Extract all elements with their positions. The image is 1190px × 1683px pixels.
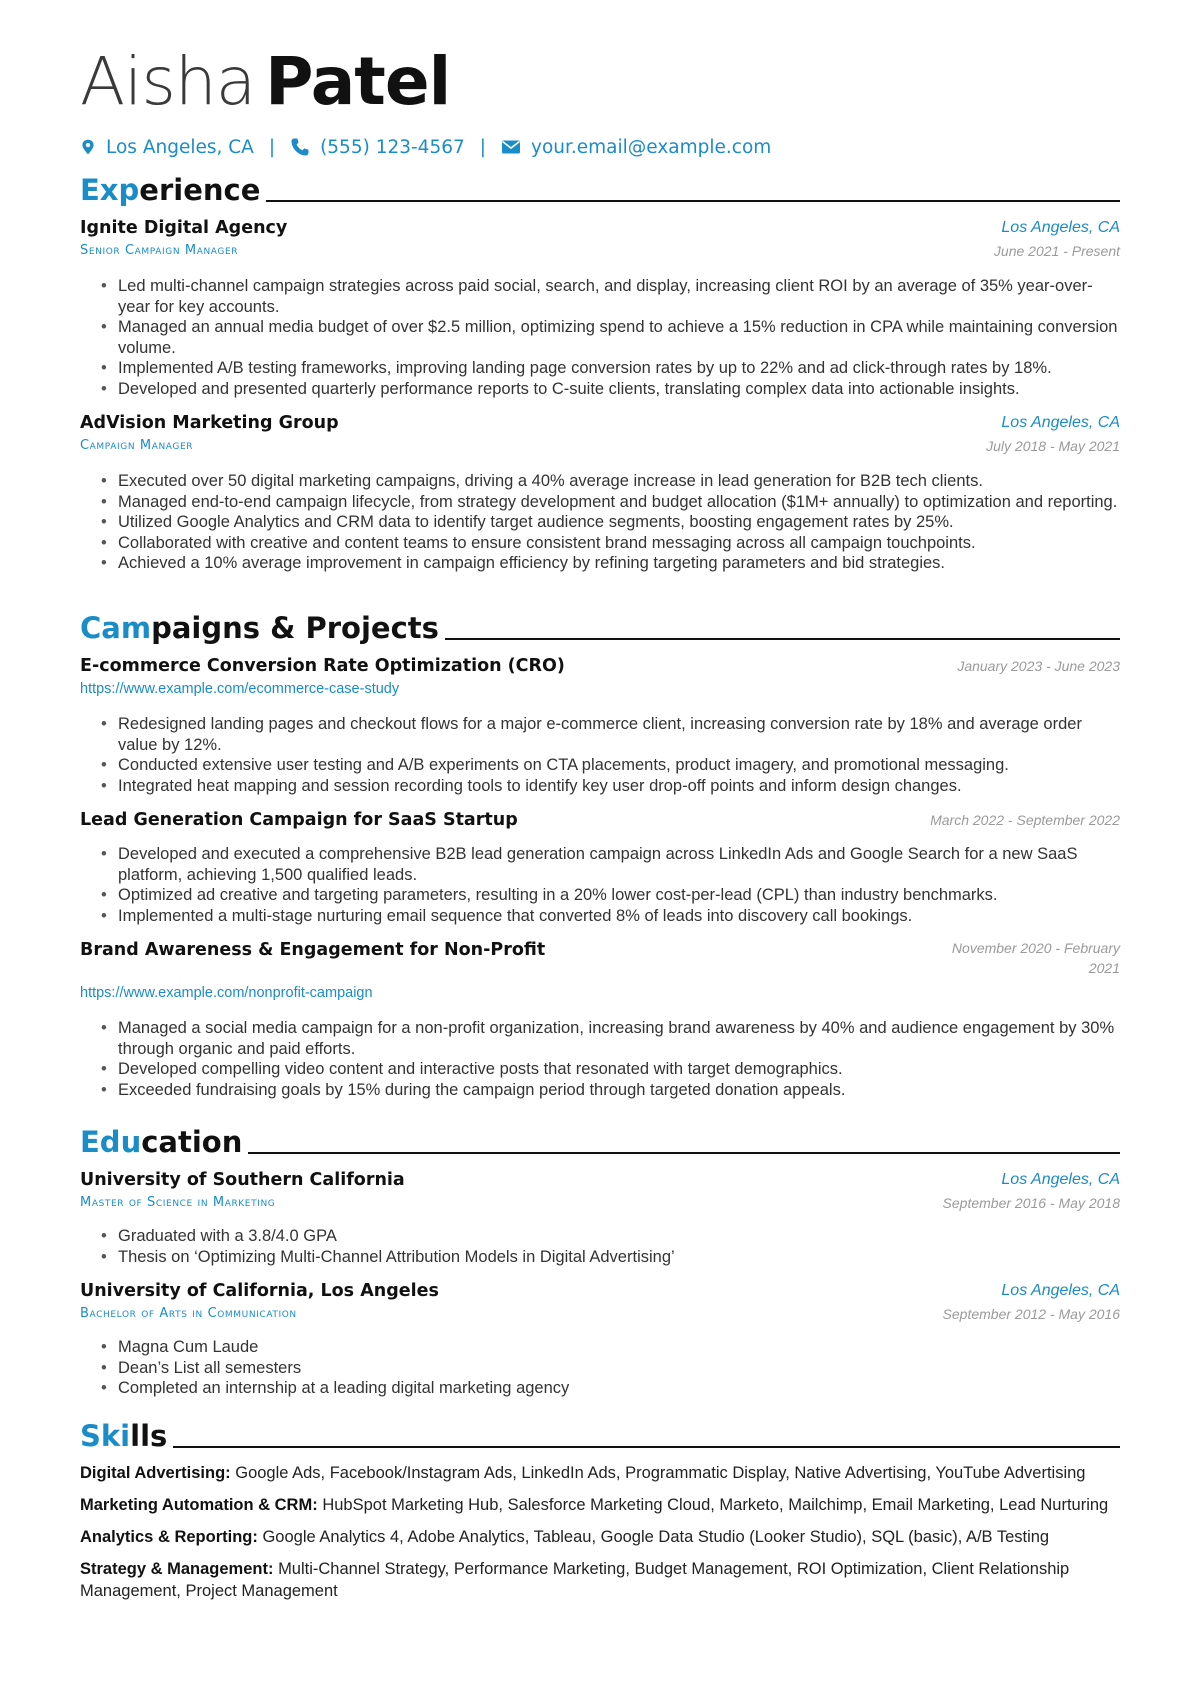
list-item: • Achieved a 10% average improvement in campaign efficiency by refining targeting parameters and bid strategies. xyxy=(118,553,1120,574)
project-entry xyxy=(80,938,1120,1100)
list-item: • Led multi-channel campaign strategies across paid social, search, and display, increasing client ROI by an average of 35% year-over-year for key accounts. xyxy=(118,276,1120,317)
school-dates: September 2016 - May 2018 xyxy=(942,1195,1120,1211)
list-item: • Integrated heat mapping and session recording tools to identify key user drop-off points and inform design changes. xyxy=(118,776,1120,797)
list-item: • Implemented a multi-stage nurturing email sequence that converted 8% of leads into discovery call bookings. xyxy=(118,906,1120,927)
skill-value: Multi-Channel Strategy, Performance Marketing, Budget Management, ROI Optimization, Client Relationship Management, Project Management xyxy=(80,1560,1070,1600)
job-dates: June 2021 - Present xyxy=(993,243,1120,259)
project-dates: 2021 xyxy=(1088,960,1120,976)
project-bullets xyxy=(80,844,1120,926)
education-entry xyxy=(80,1279,1120,1399)
list-item: • Completed an internship at a leading digital marketing agency xyxy=(118,1378,1120,1399)
section-rule xyxy=(445,638,1120,640)
project-bullets xyxy=(80,714,1120,796)
list-item: • Redesigned landing pages and checkout flows for a major e-commerce client, increasing conversion rate by 18% and average order value by 12%. xyxy=(118,714,1120,755)
email-link[interactable]: your.email@example.com xyxy=(531,136,772,158)
skill-group xyxy=(80,1462,1120,1484)
project-entry xyxy=(80,808,1120,926)
candidate-name xyxy=(80,42,450,122)
map-marker-icon xyxy=(80,137,96,157)
degree: Master of Science in Marketing xyxy=(80,1195,276,1210)
first-name: Aisha xyxy=(80,43,256,120)
skill-value: Google Analytics 4, Adobe Analytics, Tableau, Google Data Studio (Looker Studio), SQL (basic), A/B Testing xyxy=(262,1528,1050,1546)
education-bullets xyxy=(80,1226,1120,1267)
envelope-icon xyxy=(501,137,521,157)
section-title: Campaigns & Projects xyxy=(80,611,439,645)
job-role: Senior Campaign Manager xyxy=(80,243,239,258)
company-name: Ignite Digital Agency xyxy=(80,218,288,238)
list-item: • Developed and executed a comprehensive B2B lead generation campaign across LinkedIn Ads and Google Search for a new SaaS platform, achieving 1,500 qualified leads. xyxy=(118,844,1120,885)
list-item: • Utilized Google Analytics and CRM data to identify target audience segments, boosting engagement rates by 25%. xyxy=(118,512,1120,533)
list-item: • Magna Cum Laude xyxy=(118,1337,1120,1358)
list-item: • Implemented A/B testing frameworks, improving landing page conversion rates by up to 22% and ad click-through rates by 18%. xyxy=(118,358,1120,379)
list-item: • Developed and presented quarterly performance reports to C-suite clients, translating complex data into actionable insights. xyxy=(118,379,1120,400)
section-title: Education xyxy=(80,1125,243,1159)
project-link[interactable]: https://www.example.com/ecommerce-case-study xyxy=(80,681,400,697)
job-role: Campaign Manager xyxy=(80,438,194,453)
list-item: • Collaborated with creative and content teams to ensure consistent brand messaging across all campaign touchpoints. xyxy=(118,533,1120,554)
section-header xyxy=(80,1120,1120,1160)
section-header xyxy=(80,606,1120,646)
skills-section xyxy=(80,1414,1120,1602)
skill-value: HubSpot Marketing Hub, Salesforce Marketing Cloud, Marketo, Mailchimp, Email Marketing, Lead Nurturing xyxy=(322,1496,1109,1514)
section-header xyxy=(80,168,1120,208)
project-title: Lead Generation Campaign for SaaS Startup xyxy=(80,810,518,830)
location-text: Los Angeles, CA xyxy=(106,136,254,158)
projects-section xyxy=(80,606,1120,1100)
list-item: • Optimized ad creative and targeting parameters, resulting in a 20% lower cost-per-lead (CPL) than industry benchmarks. xyxy=(118,885,1120,906)
job-entry xyxy=(80,216,1120,399)
skill-group xyxy=(80,1558,1120,1602)
experience-section xyxy=(80,168,1120,574)
skill-label: Digital Advertising: xyxy=(80,1464,231,1482)
contact-line xyxy=(80,132,771,162)
list-item: • Managed an annual media budget of over $2.5 million, optimizing spend to achieve a 15% reduction in CPA while maintaining conversion volume. xyxy=(118,317,1120,358)
list-item: • Thesis on ‘Optimizing Multi-Channel Attribution Models in Digital Advertising’ xyxy=(118,1247,1120,1268)
project-bullets xyxy=(80,1018,1120,1100)
school-location: Los Angeles, CA xyxy=(1001,1171,1120,1188)
list-item: • Dean’s List all semesters xyxy=(118,1358,1120,1379)
skill-label: Analytics & Reporting: xyxy=(80,1528,258,1546)
job-location: Los Angeles, CA xyxy=(1001,414,1120,431)
skill-group xyxy=(80,1494,1120,1516)
section-title: Experience xyxy=(80,173,261,207)
education-section xyxy=(80,1120,1120,1399)
project-dates: March 2022 - September 2022 xyxy=(930,812,1120,828)
skill-label: Marketing Automation & CRM: xyxy=(80,1496,318,1514)
school-name: University of Southern California xyxy=(80,1170,405,1190)
job-entry xyxy=(80,411,1120,574)
list-item: • Graduated with a 3.8/4.0 GPA xyxy=(118,1226,1120,1247)
skill-label: Strategy & Management: xyxy=(80,1560,274,1578)
job-location: Los Angeles, CA xyxy=(1001,219,1120,236)
job-bullets xyxy=(80,276,1120,399)
school-location: Los Angeles, CA xyxy=(1001,1282,1120,1299)
section-rule xyxy=(173,1446,1120,1448)
school-name: University of California, Los Angeles xyxy=(80,1281,439,1301)
skill-value: Google Ads, Facebook/Instagram Ads, LinkedIn Ads, Programmatic Display, Native Advertising, YouTube Advertising xyxy=(235,1464,1086,1482)
job-dates: July 2018 - May 2021 xyxy=(986,438,1120,454)
project-title: E-commerce Conversion Rate Optimization (CRO) xyxy=(80,656,565,676)
list-item: • Exceeded fundraising goals by 15% during the campaign period through targeted donation appeals. xyxy=(118,1080,1120,1101)
company-name: AdVision Marketing Group xyxy=(80,413,339,433)
contact-separator: | xyxy=(268,136,276,158)
section-title: Skills xyxy=(80,1419,168,1453)
list-item: • Conducted extensive user testing and A/B experiments on CTA placements, product imagery, and promotional messaging. xyxy=(118,755,1120,776)
project-title: Brand Awareness & Engagement for Non-Profit xyxy=(80,940,546,960)
contact-separator: | xyxy=(479,136,486,158)
project-entry xyxy=(80,654,1120,796)
project-link[interactable]: https://www.example.com/nonprofit-campaign xyxy=(80,985,373,1001)
list-item: • Executed over 50 digital marketing campaigns, driving a 40% average increase in lead generation for B2B tech clients. xyxy=(118,471,1120,492)
education-bullets xyxy=(80,1337,1120,1399)
degree: Bachelor of Arts in Communication xyxy=(80,1306,297,1321)
project-dates: November 2020 - February xyxy=(951,940,1120,956)
section-rule xyxy=(248,1152,1120,1154)
section-header xyxy=(80,1414,1120,1454)
section-rule xyxy=(266,200,1120,202)
job-bullets xyxy=(80,471,1120,574)
list-item: • Developed compelling video content and interactive posts that resonated with target demographics. xyxy=(118,1059,1120,1080)
skill-group xyxy=(80,1526,1120,1548)
list-item: • Managed end-to-end campaign lifecycle, from strategy development and budget allocation ($1M+ annually) to optimization and reporting. xyxy=(118,492,1120,513)
phone-text: (555) 123-4567 xyxy=(320,136,465,158)
list-item: • Managed a social media campaign for a non-profit organization, increasing brand awareness by 40% and audience engagement by 30% through organic and paid efforts. xyxy=(118,1018,1120,1059)
education-entry xyxy=(80,1168,1120,1267)
project-dates: January 2023 - June 2023 xyxy=(957,658,1120,674)
last-name: Patel xyxy=(265,43,451,120)
school-dates: September 2012 - May 2016 xyxy=(942,1306,1120,1322)
phone-icon xyxy=(290,137,310,157)
